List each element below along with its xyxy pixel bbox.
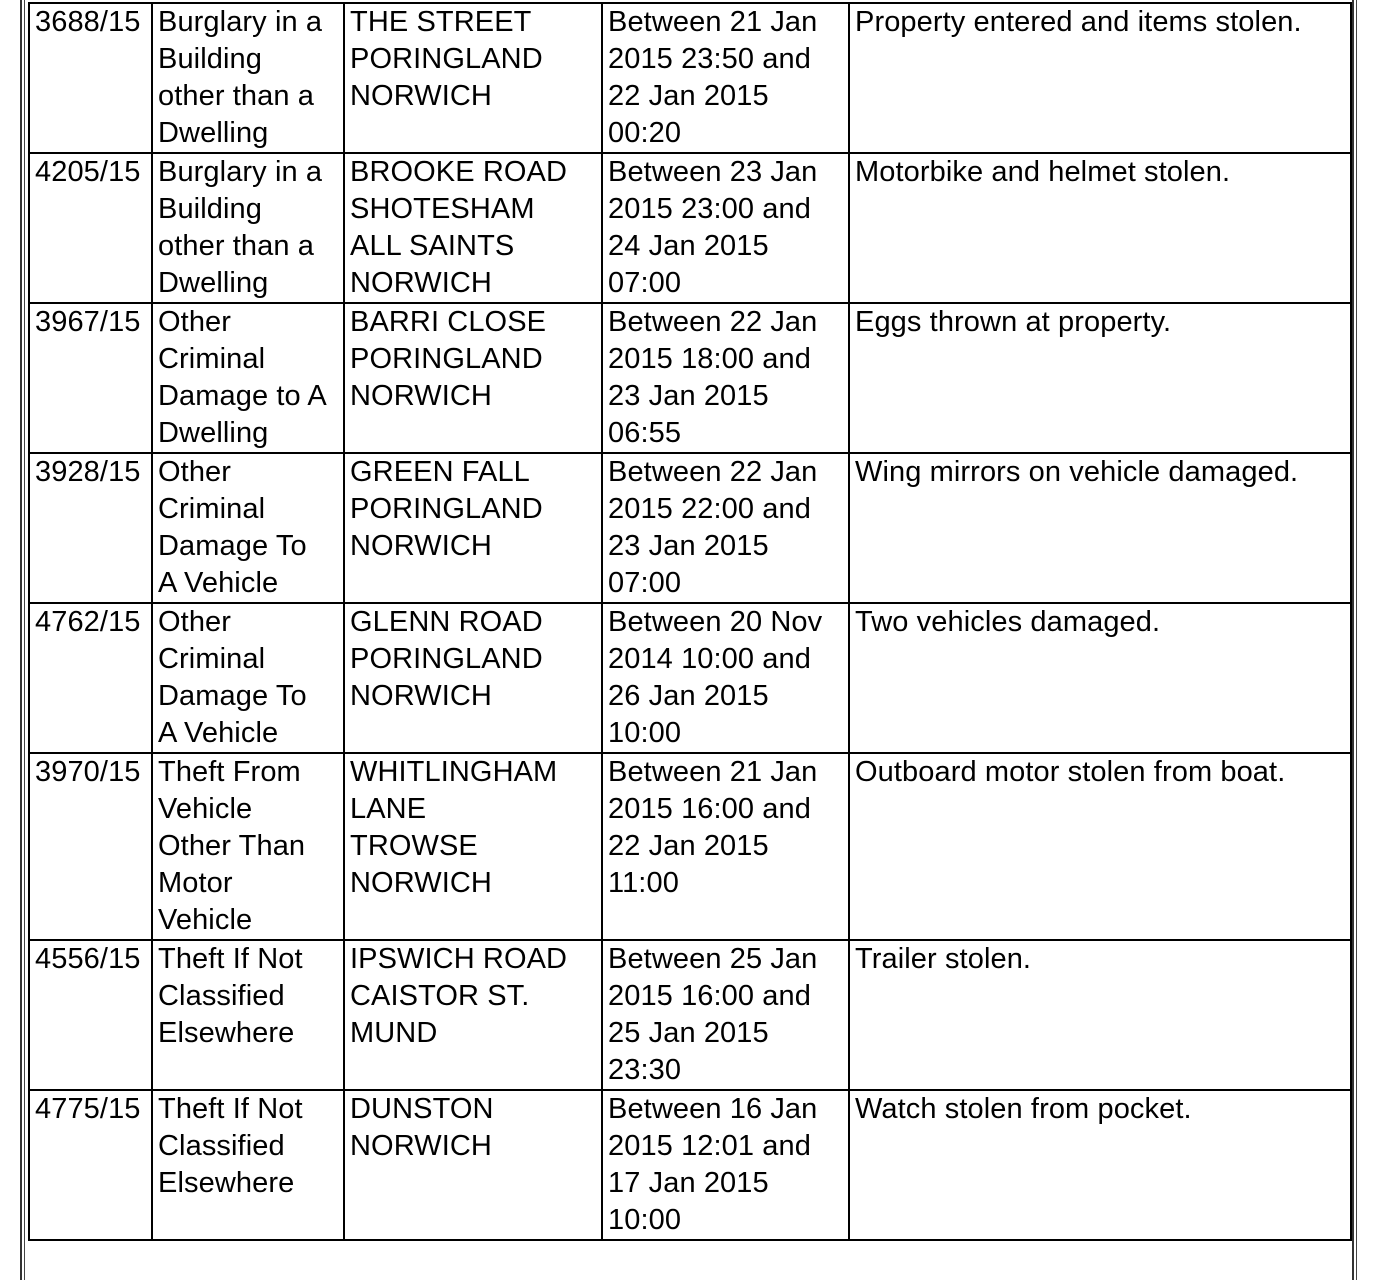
- crime-reference-cell: 4775/15: [29, 1090, 152, 1240]
- description-cell: Two vehicles damaged.: [849, 603, 1351, 753]
- description-cell: Eggs thrown at property.: [849, 303, 1351, 453]
- location-cell: GLENN ROAD PORINGLAND NORWICH: [344, 603, 602, 753]
- location-cell: WHITLINGHAM LANE TROWSE NORWICH: [344, 753, 602, 940]
- table-row: [29, 1090, 1351, 1240]
- description-cell: Trailer stolen.: [849, 940, 1351, 1090]
- location-cell: DUNSTON NORWICH: [344, 1090, 602, 1240]
- table-row: [29, 303, 1351, 453]
- location-cell: BROOKE ROAD SHOTESHAM ALL SAINTS NORWICH: [344, 153, 602, 303]
- date-time-cell: Between 21 Jan 2015 23:50 and 22 Jan 2015 00:20: [602, 3, 849, 153]
- location-cell: THE STREET PORINGLAND NORWICH: [344, 3, 602, 153]
- table-row: [29, 603, 1351, 753]
- date-time-cell: Between 25 Jan 2015 16:00 and 25 Jan 2015 23:30: [602, 940, 849, 1090]
- offence-type-cell: Theft If Not Classified Elsewhere: [152, 1090, 344, 1240]
- description-cell: Outboard motor stolen from boat.: [849, 753, 1351, 940]
- description-cell: Property entered and items stolen.: [849, 3, 1351, 153]
- date-time-cell: Between 21 Jan 2015 16:00 and 22 Jan 2015 11:00: [602, 753, 849, 940]
- crime-reference-cell: 4205/15: [29, 153, 152, 303]
- table-row: [29, 753, 1351, 940]
- page-frame-right-border: [1352, 0, 1354, 1280]
- offence-type-cell: Theft From Vehicle Other Than Motor Vehicle: [152, 753, 344, 940]
- table-row: [29, 940, 1351, 1090]
- offence-type-cell: Other Criminal Damage To A Vehicle: [152, 453, 344, 603]
- crime-reference-cell: 4762/15: [29, 603, 152, 753]
- description-cell: Motorbike and helmet stolen.: [849, 153, 1351, 303]
- page-frame-right-border-inner: [1356, 0, 1357, 1280]
- page-frame-left-border-inner: [24, 0, 25, 1280]
- description-cell: Wing mirrors on vehicle damaged.: [849, 453, 1351, 603]
- date-time-cell: Between 20 Nov 2014 10:00 and 26 Jan 2015 10:00: [602, 603, 849, 753]
- offence-type-cell: Burglary in a Building other than a Dwelling: [152, 153, 344, 303]
- offence-type-cell: Other Criminal Damage to A Dwelling: [152, 303, 344, 453]
- crime-reference-cell: 3970/15: [29, 753, 152, 940]
- location-cell: IPSWICH ROAD CAISTOR ST. MUND: [344, 940, 602, 1090]
- table-row: [29, 3, 1351, 153]
- date-time-cell: Between 22 Jan 2015 18:00 and 23 Jan 2015 06:55: [602, 303, 849, 453]
- offence-type-cell: Theft If Not Classified Elsewhere: [152, 940, 344, 1090]
- date-time-cell: Between 22 Jan 2015 22:00 and 23 Jan 2015 07:00: [602, 453, 849, 603]
- crime-reference-cell: 3928/15: [29, 453, 152, 603]
- crime-reference-cell: 3967/15: [29, 303, 152, 453]
- location-cell: GREEN FALL PORINGLAND NORWICH: [344, 453, 602, 603]
- crime-reference-cell: 3688/15: [29, 3, 152, 153]
- crime-report-table: [28, 2, 1352, 1241]
- description-cell: Watch stolen from pocket.: [849, 1090, 1351, 1240]
- location-cell: BARRI CLOSE PORINGLAND NORWICH: [344, 303, 602, 453]
- offence-type-cell: Other Criminal Damage To A Vehicle: [152, 603, 344, 753]
- page-frame-left-border: [20, 0, 22, 1280]
- table-row: [29, 153, 1351, 303]
- offence-type-cell: Burglary in a Building other than a Dwelling: [152, 3, 344, 153]
- date-time-cell: Between 16 Jan 2015 12:01 and 17 Jan 2015 10:00: [602, 1090, 849, 1240]
- date-time-cell: Between 23 Jan 2015 23:00 and 24 Jan 2015 07:00: [602, 153, 849, 303]
- crime-reference-cell: 4556/15: [29, 940, 152, 1090]
- table-row: [29, 453, 1351, 603]
